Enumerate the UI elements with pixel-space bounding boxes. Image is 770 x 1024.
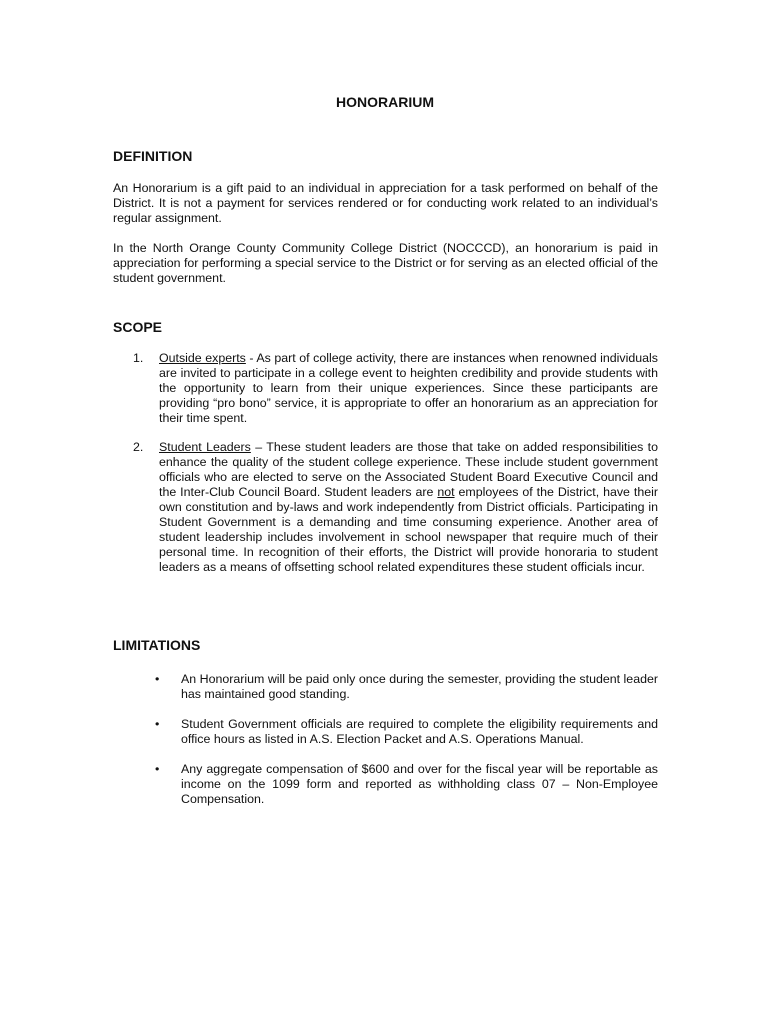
limitations-item xyxy=(155,762,658,807)
bullet-icon: • xyxy=(155,762,160,776)
scope-item-text: - As part of college activity, there are instances when renowned individuals are invited to participate in a college event to heighten credibility and provide students with the opportunity to learn from their unique experiences. Since these participants are providing “pro bono” service, it is appropriate to offer an honorarium as an appreciation for their time spent. xyxy=(159,351,658,425)
scope-item-emphasis: not xyxy=(437,485,455,499)
scope-item-label: Student Leaders xyxy=(159,440,251,454)
limitations-item-text: Student Government officials are required to complete the eligibility requirements and office hours as listed in A.S. Election Packet and A.S. Operations Manual. xyxy=(181,717,658,746)
definition-heading: DEFINITION xyxy=(113,148,193,164)
bullet-icon: • xyxy=(155,672,160,686)
limitations-item-text: Any aggregate compensation of $600 and over for the fiscal year will be reportable as income on the 1099 form and reported as withholding class 07 – Non-Employee Compensation. xyxy=(181,762,658,806)
scope-item-body xyxy=(159,351,658,426)
definition-paragraph-1: An Honorarium is a gift paid to an individual in appreciation for a task performed on behalf of the District. It is not a payment for services rendered or for conducting work related to an individual’s regular assignment. xyxy=(113,181,658,225)
document-title: HONORARIUM xyxy=(336,94,434,110)
scope-item-student-leaders xyxy=(133,440,658,575)
scope-item-outside-experts xyxy=(133,351,658,426)
limitations-heading: LIMITATIONS xyxy=(113,637,201,653)
limitations-item-text: An Honorarium will be paid only once during the semester, providing the student leader has maintained good standing. xyxy=(181,672,658,701)
scope-item-number: 2. xyxy=(133,440,144,454)
limitations-item xyxy=(155,717,658,747)
scope-heading: SCOPE xyxy=(113,319,163,335)
definition-paragraph-2: In the North Orange County Community College District (NOCCCD), an honorarium is paid in appreciation for performing a special service to the District or for serving as an elected official of the student government. xyxy=(113,241,658,285)
limitations-item xyxy=(155,672,658,702)
scope-item-text-continued: employees of the District, have their own constitution and by-laws and work independently from District officials. Participating in Student Government is a demanding and time consuming experience. Another area of student leadership includes involvement in school newspaper that require much of their personal time. In recognition of their efforts, the District will provide honoraria to student leaders as a means of offsetting school related expenditures these student officials incur. xyxy=(159,485,658,574)
scope-item-body xyxy=(159,440,658,575)
bullet-icon: • xyxy=(155,717,160,731)
scope-item-number: 1. xyxy=(133,351,144,365)
scope-item-text: – These student leaders are those that take on added responsibilities to enhance the quality of the student college experience. These include student government officials who are elected to serve on the Associated Student Board Executive Council and the Inter-Club Council Board. Student leaders are xyxy=(159,440,658,499)
scope-item-label: Outside experts xyxy=(159,351,246,365)
